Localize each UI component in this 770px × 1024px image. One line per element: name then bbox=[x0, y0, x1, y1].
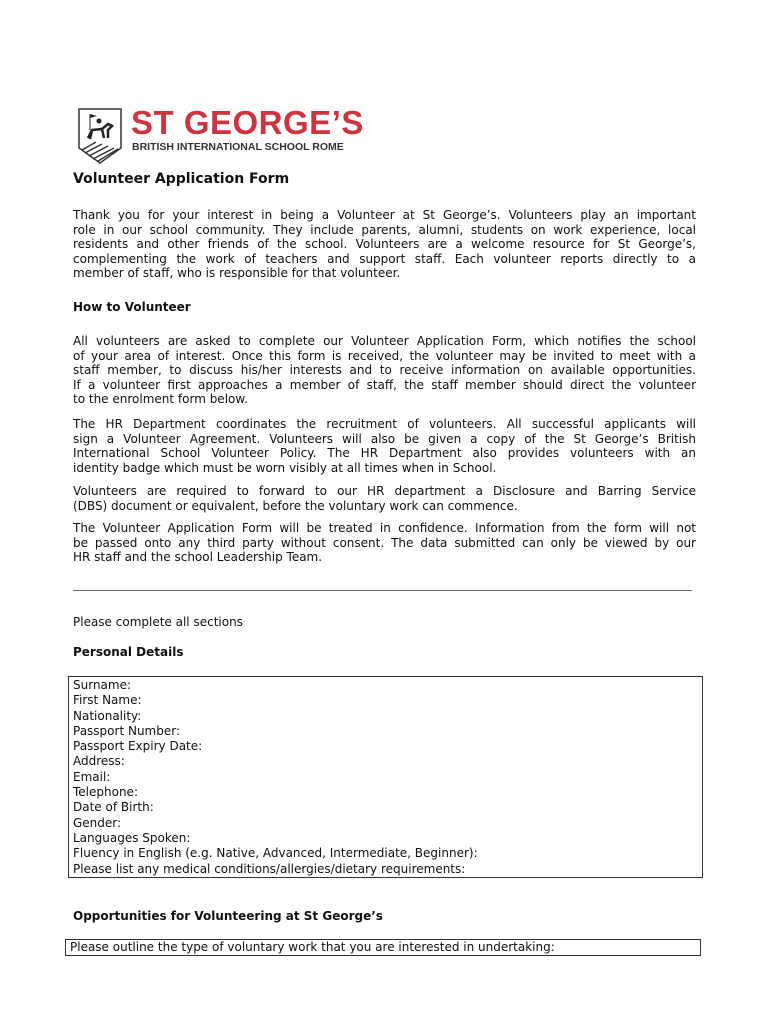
text-line: International School Volunteer Policy. The HR Department also provides volunteers with an bbox=[73, 446, 696, 461]
text-line: residents and other friends of the school. Volunteers are a welcome resource for St George’s, bbox=[73, 237, 696, 252]
text-line: of your area of interest. Once this form is received, the volunteer may be invited to meet with a bbox=[73, 348, 696, 363]
text-line: Volunteers are required to forward to our HR department a Disclosure and Barring Service bbox=[73, 484, 696, 498]
surname-field[interactable]: Surname: bbox=[73, 678, 132, 692]
text-line: If a volunteer first approaches a member of staff, the staff member should direct the volunteer bbox=[73, 377, 696, 392]
gender-field[interactable]: Gender: bbox=[73, 815, 122, 830]
text-line: HR staff and the school Leadership Team. bbox=[73, 550, 323, 565]
personal-details-box bbox=[68, 676, 703, 878]
personal-details-heading: Personal Details bbox=[73, 645, 184, 659]
text-line: role in our school community. They include parents, alumni, students on work experience, local bbox=[73, 222, 696, 237]
text-line: to the enrolment form below. bbox=[73, 392, 248, 407]
intro-paragraph bbox=[73, 208, 696, 281]
text-line: The Volunteer Application Form will be treated in confidence. Information from the form will not bbox=[73, 521, 696, 535]
text-line: complementing the work of teachers and support staff. Each volunteer reports directly to a bbox=[73, 251, 696, 266]
text-line: staff member, to discuss his/her interests and to receive information on available opportunities. bbox=[73, 363, 696, 378]
process-paragraph bbox=[73, 334, 696, 407]
text-line: All volunteers are asked to complete our Volunteer Application Form, which notifies the school bbox=[73, 334, 696, 348]
text-line: identity badge which must be worn visibly at all times when in School. bbox=[73, 460, 497, 475]
date-of-birth-field[interactable]: Date of Birth: bbox=[73, 800, 154, 815]
medical-conditions-field[interactable]: Please list any medical conditions/allergies/dietary requirements: bbox=[73, 861, 466, 876]
confidentiality-paragraph bbox=[73, 521, 696, 565]
complete-note: Please complete all sections bbox=[73, 615, 243, 629]
passport-number-field[interactable]: Passport Number: bbox=[73, 723, 181, 738]
address-field[interactable]: Address: bbox=[73, 754, 125, 769]
languages-field[interactable]: Languages Spoken: bbox=[73, 830, 191, 845]
divider bbox=[73, 590, 692, 591]
english-fluency-field[interactable]: Fluency in English (e.g. Native, Advanced, Intermediate, Beginner): bbox=[73, 846, 478, 861]
logo-school-subtitle: BRITISH INTERNATIONAL SCHOOL ROME bbox=[132, 141, 344, 153]
dbs-paragraph bbox=[73, 484, 696, 513]
email-field[interactable]: Email: bbox=[73, 769, 111, 784]
nationality-field[interactable]: Nationality: bbox=[73, 708, 142, 723]
text-line: sign a Volunteer Agreement. Volunteers will also be given a copy of the St George’s British bbox=[73, 431, 696, 446]
logo-school-name: ST GEORGE’S bbox=[131, 104, 364, 141]
text-line: (DBS) document or equivalent, before the voluntary work can commence. bbox=[73, 498, 518, 513]
opportunities-heading: Opportunities for Volunteering at St George’s bbox=[73, 909, 383, 923]
first-name-field[interactable]: First Name: bbox=[73, 693, 142, 708]
form-title: Volunteer Application Form bbox=[73, 171, 290, 187]
text-line: The HR Department coordinates the recruitment of volunteers. All successful applicants will bbox=[73, 417, 696, 431]
passport-expiry-field[interactable]: Passport Expiry Date: bbox=[73, 739, 203, 754]
how-to-volunteer-heading: How to Volunteer bbox=[73, 300, 191, 314]
hr-paragraph bbox=[73, 417, 696, 475]
text-line: member of staff, who is responsible for that volunteer. bbox=[73, 266, 401, 281]
telephone-field[interactable]: Telephone: bbox=[73, 785, 138, 800]
text-line: Thank you for your interest in being a Volunteer at St George’s. Volunteers play an important bbox=[73, 208, 696, 222]
school-crest-logo bbox=[78, 108, 122, 164]
text-line: be passed onto any third party without consent. The data submitted can only be viewed by our bbox=[73, 535, 696, 550]
voluntary-work-field[interactable]: Please outline the type of voluntary work that you are interested in undertaking: bbox=[65, 939, 701, 956]
